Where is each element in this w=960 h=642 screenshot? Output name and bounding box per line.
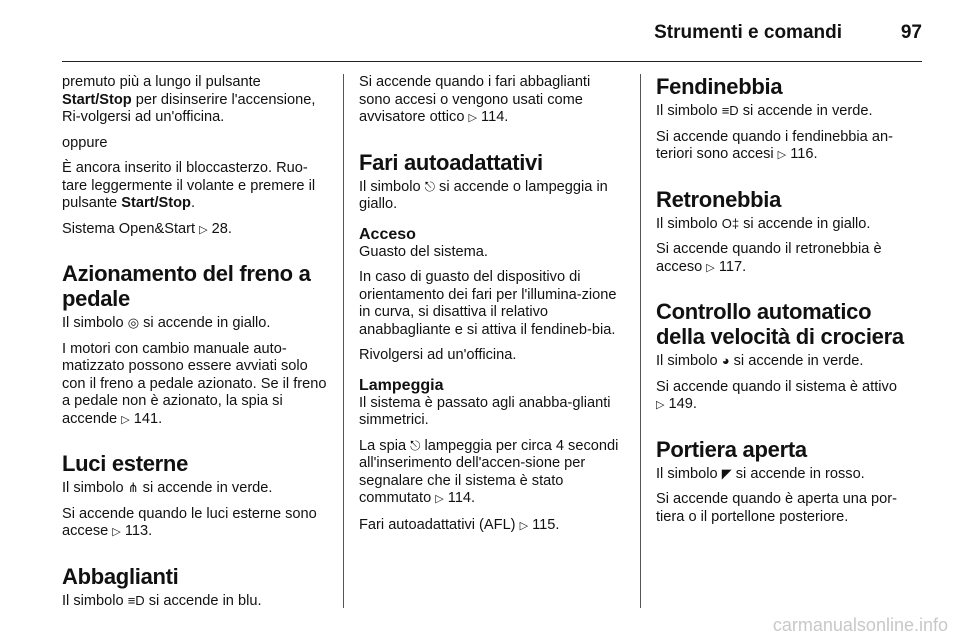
column-1 (62, 74, 328, 618)
paragraph: Guasto del sistema. (359, 243, 488, 260)
paragraph: Si accende quando il sistema è attivo ▷ 149. (656, 379, 922, 415)
rear-fog-icon: O‡ (721, 215, 740, 231)
adaptive-headlight-icon: ⎋ (410, 437, 421, 453)
paragraph: Il simbolo ≡D si accende in verde. (656, 103, 873, 119)
start-stop-label: Start/Stop (121, 195, 191, 211)
section-heading: Retronebbia (656, 186, 782, 212)
paragraph: Il simbolo ◎ si accende in giallo. (62, 315, 271, 331)
paragraph: Il simbolo ◕ si accende in verde. (656, 353, 864, 369)
section-heading: Controllo automatico della velocità di crociera (656, 299, 904, 349)
reference-arrow-icon: ▷ (706, 261, 715, 274)
brake-pedal-icon: ◎ (127, 315, 140, 330)
paragraph: Il simbolo ◤ si accende in rosso. (656, 465, 865, 482)
paragraph: Si accende quando i fari abbaglianti sono accesi o vengono usati come avvisatore ottico ▷ 114. (359, 74, 625, 128)
section-heading: Azionamento del freno a pedale (62, 261, 311, 311)
reference-arrow-icon: ▷ (112, 526, 121, 538)
adaptive-headlight-icon: ⎋ (424, 178, 435, 194)
page-header (0, 0, 960, 62)
exterior-lights-icon: ⋔ (127, 480, 139, 495)
page-reference[interactable]: 149. (668, 396, 697, 412)
page-reference[interactable]: 115. (532, 516, 560, 533)
paragraph: Fari autoadattativi (AFL) ▷ 115. (359, 517, 625, 536)
column-divider (640, 74, 641, 608)
page-reference[interactable]: 28. (211, 220, 232, 237)
door-open-icon: ◤ (721, 465, 732, 481)
reference-arrow-icon: ▷ (468, 112, 477, 124)
page-reference[interactable]: 117. (718, 258, 747, 275)
paragraph: Il simbolo O‡ si accende in giallo. (656, 215, 871, 232)
start-stop-label: Start/Stop (62, 91, 132, 108)
high-beam-icon: ≡D (127, 592, 145, 608)
paragraph: Il simbolo ⋔ si accende in verde. (62, 480, 273, 496)
page-section-title: Strumenti e comandi (654, 22, 842, 43)
page-reference[interactable]: 116. (790, 146, 818, 162)
paragraph: Il sistema è passato agli anabba-glianti simmetrici. (359, 394, 611, 428)
column-divider (343, 74, 344, 608)
paragraph: I motori con cambio manuale auto-matizzato possono essere avviati solo con il freno a pedale azionato. Se il freno a pedale non è azionato, la spia si accende ▷ 141. (62, 341, 328, 430)
section-heading: Abbaglianti (62, 563, 179, 589)
section-heading: Fari autoadattativi (359, 149, 543, 175)
paragraph: Si accende quando è aperta una por-tiera o il portellone posteriore. (656, 491, 897, 525)
paragraph: In caso di guasto del dispositivo di orientamento dei fari per l'illumina-zione in curva, si disattiva il relativo anabbagliante e si attiva il fendineb-bia. (359, 269, 617, 338)
reference-arrow-icon: ▷ (656, 399, 665, 411)
page-number: 97 (900, 22, 922, 43)
page-reference[interactable]: 113. (124, 523, 153, 539)
column-2 (359, 74, 625, 543)
paragraph: premuto più a lungo il pulsante Start/Stop per disinserire l'accensione, Ri-volgersi ad un'officina. (62, 74, 316, 125)
column-3 (656, 74, 922, 534)
paragraph: È ancora inserito il bloccasterzo. Ruo-tare leggermente il volante e premere il pulsante Start/Stop. (62, 160, 316, 211)
paragraph: Sistema Open&Start ▷ 28. (62, 221, 328, 240)
page-reference[interactable]: 114. (447, 490, 476, 506)
section-heading: Fendinebbia (656, 74, 783, 99)
paragraph: oppure (62, 134, 108, 151)
header-divider (62, 61, 922, 62)
watermark: carmanualsonline.info (772, 615, 948, 635)
paragraph: Si accende quando i fendinebbia an-teriori sono accesi ▷ 116. (656, 129, 922, 165)
reference-arrow-icon: ▷ (777, 149, 787, 161)
front-fog-icon: ≡D (721, 103, 739, 118)
section-heading: Portiera aperta (656, 436, 807, 462)
reference-arrow-icon: ▷ (199, 223, 208, 236)
paragraph: La spia ⎋ lampeggia per circa 4 secondi all'inserimento dell'accen-sione per segnalare che il sistema è stato commutato ▷ 114. (359, 438, 625, 509)
reference-arrow-icon: ▷ (435, 493, 444, 505)
paragraph: Si accende quando le luci esterne sono accese ▷ 113. (62, 506, 328, 542)
paragraph: Rivolgersi ad un'officina. (359, 347, 517, 363)
paragraph: Si accende quando il retronebbia è acceso ▷ 117. (656, 241, 922, 277)
subsection-heading: Acceso (359, 225, 416, 243)
reference-arrow-icon: ▷ (519, 519, 529, 532)
section-heading: Luci esterne (62, 451, 189, 476)
paragraph: Il simbolo ⎋ si accende o lampeggia in giallo. (359, 178, 608, 212)
page-reference[interactable]: 141. (133, 410, 163, 427)
reference-arrow-icon: ▷ (121, 413, 130, 426)
page-reference[interactable]: 114. (481, 109, 509, 125)
paragraph: Il simbolo ≡D si accende in blu. (62, 592, 262, 609)
subsection-heading: Lampeggia (359, 376, 444, 394)
cruise-control-icon: ◕ (721, 353, 730, 368)
